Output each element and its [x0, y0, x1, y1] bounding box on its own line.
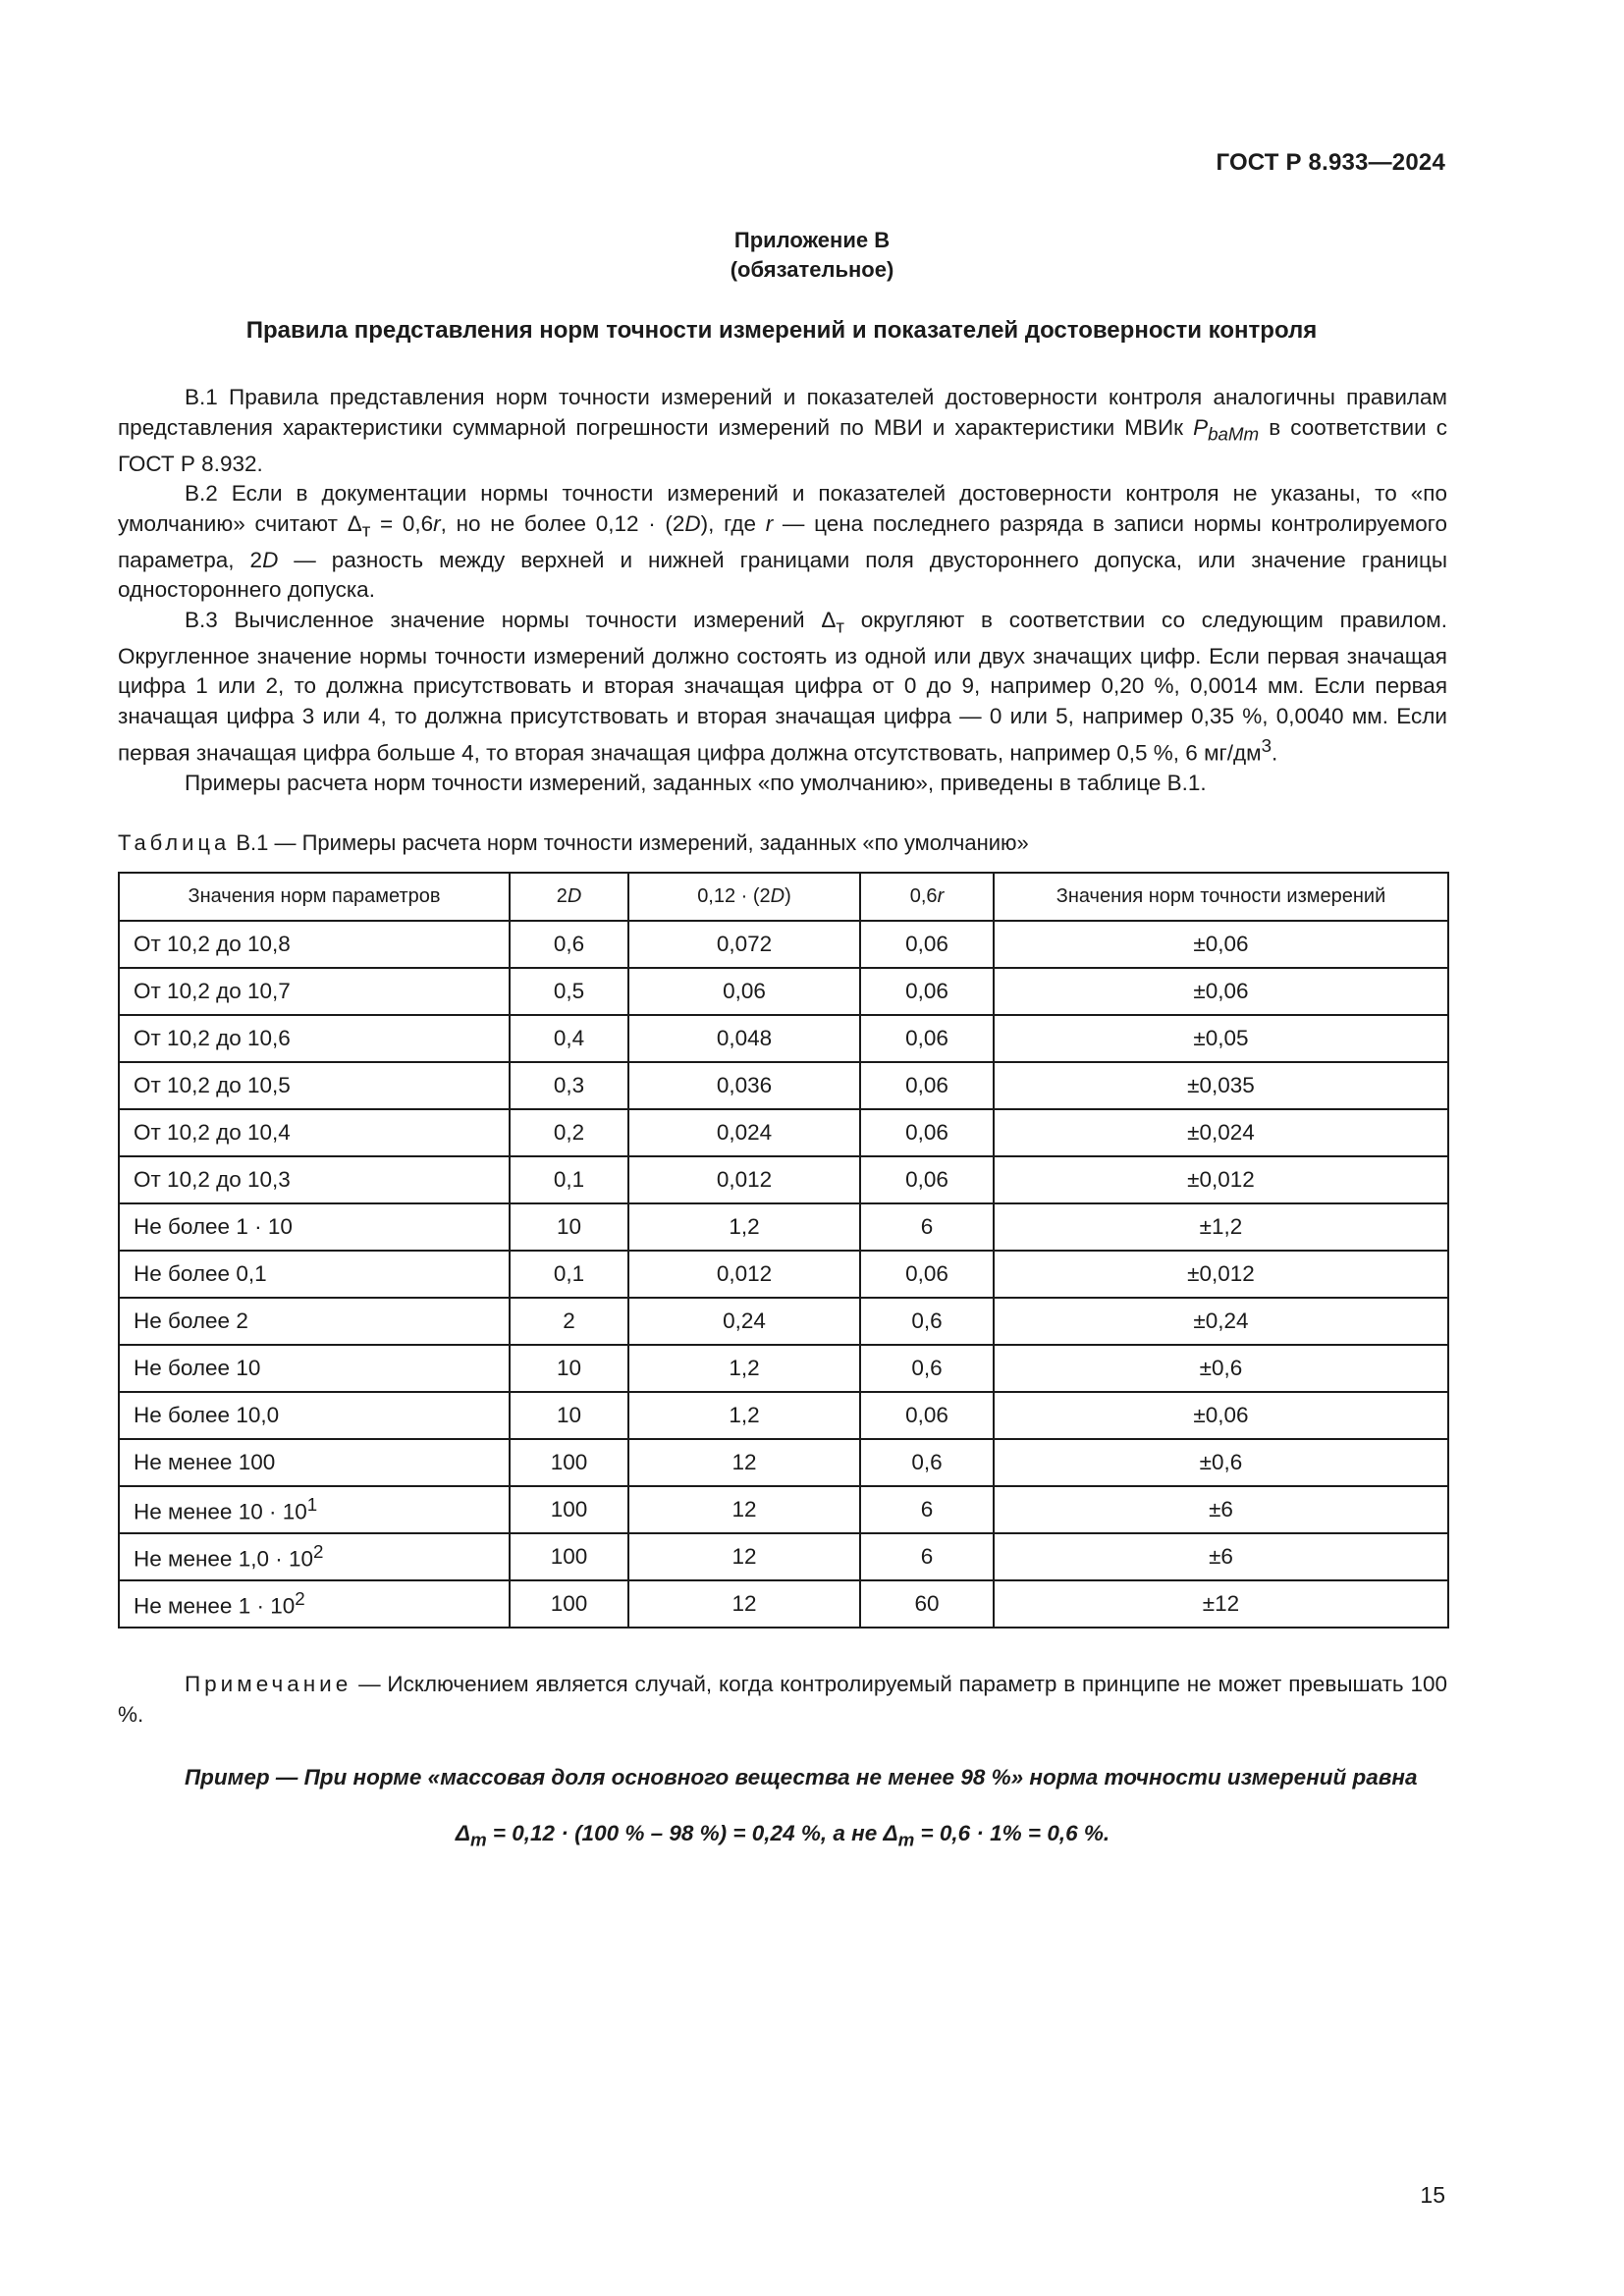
cell-param-text: От 10,2 до 10,6 [134, 1026, 291, 1050]
cell-06r-text: 60 [914, 1591, 940, 1616]
delta-subscript: т [836, 615, 844, 636]
appendix-status: (обязательное) [730, 257, 894, 282]
cell-param [119, 1156, 510, 1203]
cell-012-2d [628, 1156, 860, 1203]
p2-part-b: = 0,6 [370, 510, 434, 536]
cell-accuracy [994, 1251, 1448, 1298]
cell-2d-text: 100 [550, 1544, 588, 1569]
cell-accuracy [994, 968, 1448, 1015]
cell-012-2d [628, 1203, 860, 1251]
cell-012-2d-text: 0,012 [716, 1167, 773, 1192]
cell-2d-text: 100 [550, 1591, 588, 1616]
cell-012-2d-text: 1,2 [729, 1403, 760, 1427]
col-header-06r-num: 0,6 [909, 885, 938, 907]
cell-accuracy-text: ±0,06 [1193, 932, 1249, 956]
cell-accuracy [994, 1015, 1448, 1062]
cell-2d [510, 968, 628, 1015]
cell-06r [860, 1156, 994, 1203]
cell-012-2d-text: 12 [731, 1591, 757, 1616]
cell-06r [860, 1486, 994, 1533]
cell-param [119, 1251, 510, 1298]
table-caption [118, 830, 1029, 856]
example-text: Пример — При норме «массовая доля основного вещества не менее 98 %» норма точности измерений равна [185, 1765, 1418, 1789]
cell-2d-text: 0,4 [553, 1026, 585, 1050]
note-text: — Исключением является случай, когда контролируемый параметр в принципе не может превышать 100 %. [118, 1672, 1447, 1727]
cell-06r-text: 0,06 [905, 1261, 948, 1286]
table-row [119, 1580, 1448, 1628]
cell-accuracy-text: ±0,05 [1193, 1026, 1249, 1050]
cell-06r [860, 1580, 994, 1628]
cell-param-text: Не менее 1 · 10 [134, 1593, 296, 1619]
cell-06r [860, 1298, 994, 1345]
cell-param [119, 1203, 510, 1251]
table-row [119, 1439, 1448, 1486]
table-row [119, 968, 1448, 1015]
table-row [119, 1345, 1448, 1392]
cell-06r [860, 921, 994, 968]
cell-2d [510, 1062, 628, 1109]
cell-012-2d-text: 0,072 [716, 932, 773, 956]
cell-accuracy-text: ±0,012 [1187, 1167, 1255, 1192]
cell-06r [860, 1251, 994, 1298]
cell-param [119, 1533, 510, 1580]
cell-param-text: От 10,2 до 10,7 [134, 979, 291, 1003]
p3-part-a: В.3 Вычисленное значение нормы точности измерений [185, 607, 822, 632]
cell-012-2d [628, 1251, 860, 1298]
cell-param-text: Не более 0,1 [134, 1261, 267, 1286]
p3-part-b: округляют в соответствии со следующим правилом. Округленное значение нормы точности измерений должно состоять из одной или двух значащих цифр. Если первая значащая цифра 1 или 2, то должна присутствовать и вторая значащая цифра от 0 до 9, например 0,20 %, 0,0014 мм. Если первая значащая цифра 3 или 4, то должна присутствовать и вторая значащая цифра — 0 или 5, например 0,35 %, 0,0040 мм. Если первая значащая цифра больше 4, то вторая значащая цифра должна отсутствовать, например 0,5 %, 6 мг/дм [118, 607, 1447, 766]
cell-accuracy [994, 1486, 1448, 1533]
cell-012-2d [628, 1486, 860, 1533]
cell-06r [860, 1062, 994, 1109]
accuracy-table [118, 872, 1449, 1629]
table-row [119, 1392, 1448, 1439]
cell-012-2d-text: 0,024 [716, 1120, 773, 1145]
cell-06r [860, 1109, 994, 1156]
col-header-06r-var: r [937, 885, 945, 907]
cell-param-text: Не более 10 [134, 1356, 261, 1380]
cell-2d-text: 10 [556, 1214, 582, 1239]
body-text [118, 383, 1447, 799]
superscript: 3 [1261, 735, 1272, 756]
cell-012-2d-text: 1,2 [729, 1356, 760, 1380]
cell-06r-text: 6 [920, 1497, 934, 1522]
cell-accuracy [994, 1109, 1448, 1156]
cell-06r [860, 1392, 994, 1439]
cell-012-2d-text: 0,24 [723, 1308, 766, 1333]
cell-accuracy-text: ±0,06 [1193, 979, 1249, 1003]
cell-012-2d [628, 1109, 860, 1156]
paragraph-b2 [118, 479, 1447, 606]
cell-06r [860, 1439, 994, 1486]
cell-06r [860, 1203, 994, 1251]
table-row [119, 1109, 1448, 1156]
cell-012-2d [628, 1062, 860, 1109]
cell-accuracy-text: ±0,24 [1193, 1308, 1249, 1333]
table-note [118, 1669, 1447, 1730]
delta-symbol: Δ [455, 1821, 470, 1845]
cell-2d-text: 0,6 [553, 932, 585, 956]
cell-012-2d [628, 1015, 860, 1062]
cell-012-2d [628, 1298, 860, 1345]
cell-012-2d [628, 1345, 860, 1392]
var-d: D [684, 510, 701, 536]
cell-2d-text: 0,1 [553, 1167, 585, 1192]
p2-part-e: — цена последнего разряда в записи нормы контролируемого параметра, 2 [118, 510, 1448, 572]
cell-2d [510, 1109, 628, 1156]
cell-accuracy-text: ±12 [1202, 1591, 1240, 1616]
cell-012-2d-text: 1,2 [729, 1214, 760, 1239]
delta-symbol: Δ [347, 510, 362, 536]
cell-012-2d [628, 1580, 860, 1628]
cell-param-text: Не более 1 · 10 [134, 1214, 293, 1239]
cell-accuracy-text: ±1,2 [1199, 1214, 1243, 1239]
table-row [119, 921, 1448, 968]
cell-06r-text: 0,06 [905, 1167, 948, 1192]
cell-accuracy [994, 1062, 1448, 1109]
delta-subscript: m [469, 1829, 487, 1850]
paragraph-b4: Примеры расчета норм точности измерений, заданных «по умолчанию», приведены в таблице В.1. [185, 771, 1207, 795]
formula-middle: = 0,12 · (100 % – 98 %) = 0,24 %, а не [486, 1821, 884, 1845]
appendix-label: Приложение В [733, 228, 891, 252]
cell-param-text: Не менее 100 [134, 1450, 276, 1474]
col-header-012-var: D [770, 885, 785, 907]
table-header-row [119, 873, 1448, 921]
cell-accuracy [994, 1439, 1448, 1486]
cell-accuracy-text: ±0,035 [1187, 1073, 1255, 1097]
cell-2d-text: 10 [556, 1403, 582, 1427]
cell-012-2d [628, 1439, 860, 1486]
delta-subscript: m [897, 1829, 915, 1850]
table-row [119, 1298, 1448, 1345]
table-row [119, 1533, 1448, 1580]
cell-accuracy-text: ±0,012 [1187, 1261, 1255, 1286]
cell-param-text: От 10,2 до 10,4 [134, 1120, 291, 1145]
var-d: D [262, 547, 279, 572]
cell-param-text: Не менее 10 · 10 [134, 1499, 307, 1524]
cell-012-2d [628, 921, 860, 968]
cell-param [119, 1580, 510, 1628]
cell-accuracy-text: ±0,6 [1199, 1356, 1243, 1380]
cell-2d-text: 100 [550, 1497, 588, 1522]
cell-accuracy-text: ±0,024 [1187, 1120, 1255, 1145]
p2-part-f: — разность между верхней и нижней границами поля двустороннего допуска, или значение границы одностороннего допуска. [118, 547, 1448, 602]
cell-2d-text: 10 [556, 1356, 582, 1380]
p2-part-a: В.2 Если в документации нормы точности измерений и показателей достоверности контроля не указаны, то «по умолчанию» считают [118, 481, 1447, 536]
p-symbol-subscript: baMm [1208, 423, 1260, 444]
cell-012-2d [628, 968, 860, 1015]
p-symbol: P [1193, 414, 1209, 440]
cell-06r [860, 1015, 994, 1062]
cell-06r [860, 968, 994, 1015]
cell-012-2d-text: 0,048 [716, 1026, 773, 1050]
cell-param-text: От 10,2 до 10,5 [134, 1073, 291, 1097]
cell-param [119, 1298, 510, 1345]
cell-06r-text: 0,06 [905, 1026, 948, 1050]
cell-accuracy-text: ±6 [1209, 1544, 1233, 1569]
table-row [119, 1015, 1448, 1062]
cell-2d [510, 1251, 628, 1298]
cell-012-2d-text: 0,036 [716, 1073, 773, 1097]
cell-param [119, 1439, 510, 1486]
cell-2d-text: 100 [550, 1450, 588, 1474]
cell-012-2d [628, 1533, 860, 1580]
cell-accuracy [994, 1533, 1448, 1580]
cell-accuracy-text: ±6 [1209, 1497, 1233, 1522]
paragraph-b3 [118, 606, 1447, 770]
cell-2d-text: 0,3 [553, 1073, 585, 1097]
cell-accuracy-text: ±0,6 [1199, 1450, 1243, 1474]
section-title: Правила представления норм точности измерений и показателей достоверности контроля [245, 317, 1318, 344]
cell-accuracy [994, 1392, 1448, 1439]
exponent: 2 [313, 1541, 324, 1563]
cell-06r-text: 6 [920, 1544, 934, 1569]
cell-param-text: Не более 2 [134, 1308, 248, 1333]
cell-2d [510, 921, 628, 968]
cell-accuracy [994, 1580, 1448, 1628]
cell-2d [510, 1580, 628, 1628]
cell-2d-text: 2 [563, 1308, 575, 1333]
col-header-012 [628, 873, 860, 921]
cell-06r-text: 0,6 [911, 1308, 943, 1333]
cell-accuracy [994, 1298, 1448, 1345]
table-body [119, 921, 1448, 1628]
cell-2d [510, 1533, 628, 1580]
cell-06r-text: 0,6 [911, 1356, 943, 1380]
cell-06r [860, 1533, 994, 1580]
table-caption-text: В.1 — Примеры расчета норм точности измерений, заданных «по умолчанию» [230, 830, 1029, 855]
table-row [119, 1203, 1448, 1251]
cell-012-2d-text: 0,012 [716, 1261, 773, 1286]
col-header-06r [860, 873, 994, 921]
paragraph-b1-tail: в соответствии с ГОСТ Р 8.932. [118, 414, 1447, 476]
cell-012-2d-text: 12 [731, 1544, 757, 1569]
cell-accuracy [994, 1345, 1448, 1392]
cell-param-text: Не более 10,0 [134, 1403, 280, 1427]
p3-end: . [1272, 740, 1278, 766]
col-header-2d [510, 873, 628, 921]
cell-012-2d [628, 1392, 860, 1439]
table-caption-label: Таблица [118, 830, 231, 855]
cell-012-2d-text: 12 [731, 1497, 757, 1522]
table-row [119, 1486, 1448, 1533]
col-header-accuracy: Значения норм точности измерений [994, 873, 1448, 921]
cell-param [119, 921, 510, 968]
cell-accuracy [994, 921, 1448, 968]
cell-accuracy [994, 1156, 1448, 1203]
col-header-2d-num: 2 [556, 885, 568, 907]
p2-part-c: , но не более 0,12 · (2 [440, 510, 685, 536]
exponent: 2 [295, 1588, 305, 1610]
cell-06r-text: 0,06 [905, 1120, 948, 1145]
cell-accuracy [994, 1203, 1448, 1251]
col-header-param: Значения норм параметров [119, 873, 510, 921]
col-header-012-b: ) [785, 885, 791, 907]
cell-2d-text: 0,5 [553, 979, 585, 1003]
cell-param-text: От 10,2 до 10,3 [134, 1167, 291, 1192]
paragraph-b1 [118, 383, 1447, 479]
col-header-012-a: 0,12 · (2 [697, 885, 771, 907]
cell-param [119, 1392, 510, 1439]
var-r: r [433, 510, 441, 536]
note-label: Примечание [185, 1672, 352, 1696]
cell-012-2d-text: 12 [731, 1450, 757, 1474]
delta-symbol: Δ [883, 1821, 898, 1845]
table-row [119, 1156, 1448, 1203]
cell-012-2d-text: 0,06 [723, 979, 766, 1003]
paragraph-b1-text: В.1 Правила представления норм точности измерений и показателей достоверности контроля аналогичны правилам представления характеристики суммарной погрешности измерений по МВИ и характеристики МВИк [118, 385, 1447, 440]
cell-param-text: От 10,2 до 10,8 [134, 932, 291, 956]
cell-2d [510, 1392, 628, 1439]
formula-end: = 0,6 · 1% = 0,6 %. [914, 1821, 1110, 1845]
cell-06r-text: 0,06 [905, 932, 948, 956]
cell-06r [860, 1345, 994, 1392]
var-r: r [765, 510, 774, 536]
cell-2d [510, 1345, 628, 1392]
cell-2d [510, 1203, 628, 1251]
cell-param [119, 968, 510, 1015]
exponent: 1 [306, 1494, 318, 1516]
cell-param [119, 1486, 510, 1533]
cell-param [119, 1345, 510, 1392]
table-row [119, 1062, 1448, 1109]
standard-number: ГОСТ Р 8.933—2024 [1216, 149, 1445, 176]
page-number: 15 [1420, 2182, 1445, 2208]
p2-part-d: ), где [700, 510, 766, 536]
note-paragraph [118, 1669, 1447, 1730]
cell-2d [510, 1156, 628, 1203]
cell-param [119, 1109, 510, 1156]
cell-2d-text: 0,2 [553, 1120, 585, 1145]
example-block [118, 1762, 1447, 1792]
cell-06r-text: 0,06 [905, 1073, 948, 1097]
delta-subscript: т [361, 519, 371, 540]
cell-2d [510, 1015, 628, 1062]
appendix-heading [0, 226, 1624, 285]
cell-2d [510, 1298, 628, 1345]
delta-symbol: Δ [821, 607, 837, 632]
cell-06r-text: 0,06 [905, 979, 948, 1003]
cell-06r-text: 6 [920, 1214, 934, 1239]
cell-param [119, 1062, 510, 1109]
cell-2d [510, 1439, 628, 1486]
cell-2d [510, 1486, 628, 1533]
table-row [119, 1251, 1448, 1298]
cell-06r-text: 0,06 [905, 1403, 948, 1427]
example-formula [118, 1821, 1447, 1851]
cell-param [119, 1015, 510, 1062]
cell-accuracy-text: ±0,06 [1193, 1403, 1249, 1427]
cell-param-text: Не менее 1,0 · 10 [134, 1546, 313, 1572]
col-header-2d-var: D [567, 885, 582, 907]
cell-2d-text: 0,1 [553, 1261, 585, 1286]
cell-06r-text: 0,6 [911, 1450, 943, 1474]
